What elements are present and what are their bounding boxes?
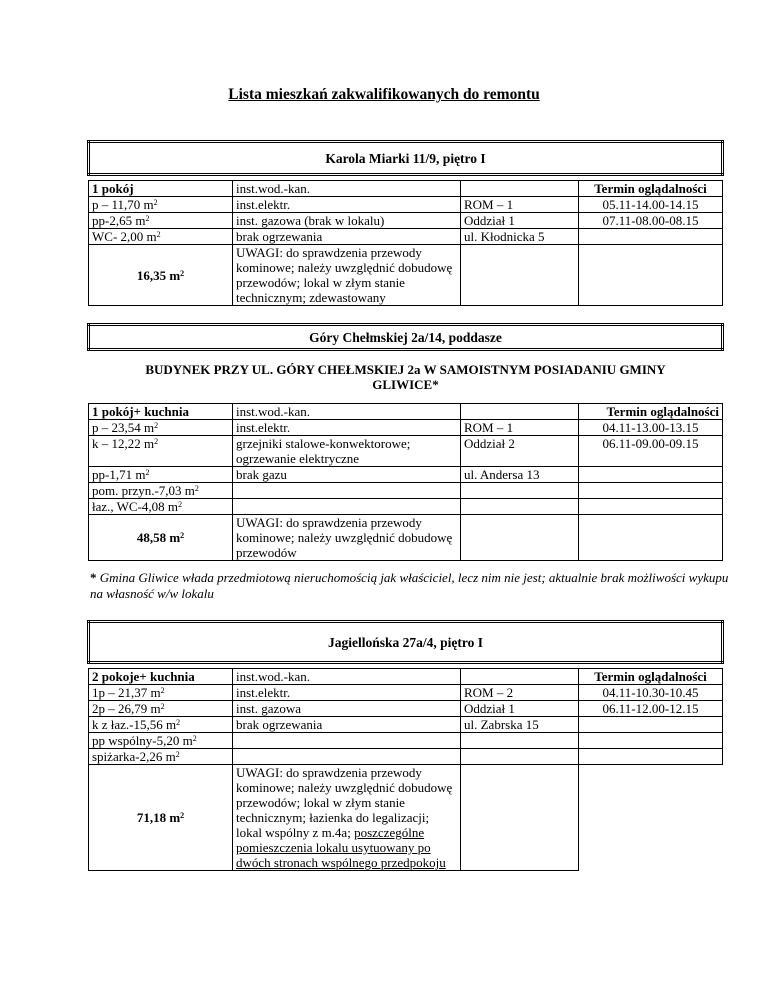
installation-item: inst. gazowa [233,701,461,717]
area-item: pp-2,65 $m^2$ [89,213,233,229]
office-item: ROM – 1 [461,420,579,436]
listing-table-2 [87,323,724,561]
installation-item: brak gazu [233,467,461,483]
viewing-header: Termin oglądalności [579,669,723,685]
total-area: 71,18 $m^2$ [89,765,233,871]
area-item: pom. przyn.-7,03 $m^2$ [89,483,233,499]
installation-item: inst.wod.-kan. [233,181,461,197]
viewing-slot: 06.11-12.00-12.15 [579,701,723,717]
room-type: 1 pokój [89,181,233,197]
area-item: łaz., WC-4,08 $m^2$ [89,499,233,515]
area-item: k z łaz.-15,56 $m^2$ [89,717,233,733]
viewing-slot: 04.11-10.30-10.45 [579,685,723,701]
room-type: 1 pokój+ kuchnia [89,404,233,420]
listing-table-3 [87,620,724,871]
remarks: UWAGI: do sprawdzenia przewody kominowe; należy uwzględnić dobudowę przewodów; lokal w złym stanie technicznym; łazienka do legalizacji; lokal wspólny z m.4a; poszczególne pomieszczenia lokalu usytuowany po dwóch stronach wspólnego przedpokoju [233,765,461,871]
viewing-header: Termin oglądalności [579,181,723,197]
area-item: k – 12,22 $m^2$ [89,436,233,467]
area-item: pp wspólny-5,20 $m^2$ [89,733,233,749]
total-area: 48,58 $m^2$ [89,515,233,561]
installation-item: brak ogrzewania [233,229,461,245]
office-item: ROM – 2 [461,685,579,701]
address-header: Góry Chełmskiej 2a/14, poddasze [89,325,723,350]
listing-table-1 [87,140,724,306]
address-header: Karola Miarki 11/9, piętro I [89,142,723,175]
area-item: 2p – 26,79 $m^2$ [89,701,233,717]
remarks: UWAGI: do sprawdzenia przewody kominowe; należy uwzględnić dobudowę przewodów; lokal w złym stanie technicznym; zdewastowany [233,245,461,306]
office-item: Oddział 1 [461,701,579,717]
area-item: WC- 2,00 $m^2$ [89,229,233,245]
area-item: 1p – 21,37 $m^2$ [89,685,233,701]
footnote: * Gmina Gliwice włada przedmiotową nieruchomością jak właściciel, lecz nim nie jest; aktualnie brak możliwości wykupu na własność w/w lokalu [90,570,729,601]
total-area: 16,35 $m^2$ [89,245,233,306]
installation-item: inst.wod.-kan. [233,669,461,685]
viewing-header: Termin oglądalności [579,404,723,420]
viewing-slot: 05.11-14.00-14.15 [579,197,723,213]
installation-item: grzejniki stalowe-konwektorowe; ogrzewanie elektryczne [233,436,461,467]
document-title: Lista mieszkań zakwalifikowanych do remontu [228,86,540,103]
viewing-slot: 07.11-08.00-08.15 [579,213,723,229]
ownership-notice: BUDYNEK PRZY UL. GÓRY CHEŁMSKIEJ 2a W SAMOISTNYM POSIADANIU GMINY GLIWICE* [89,350,723,404]
installation-item: brak ogrzewania [233,717,461,733]
office-item: ROM – 1 [461,197,579,213]
viewing-slot: 06.11-09.00-09.15 [579,436,723,467]
installation-item: inst. gazowa (brak w lokalu) [233,213,461,229]
area-item: p – 23,54 $m^2$ [89,420,233,436]
remarks: UWAGI: do sprawdzenia przewody kominowe; należy uwzględnić dobudowę przewodów [233,515,461,561]
viewing-slot: 04.11-13.00-13.15 [579,420,723,436]
office-item: Oddział 1 [461,213,579,229]
office-item: ul. Zabrska 15 [461,717,579,733]
area-item: spiżarka-2,26 $m^2$ [89,749,233,765]
office-item: ul. Kłodnicka 5 [461,229,579,245]
address-header: Jagiellońska 27a/4, piętro I [89,622,723,663]
room-type: 2 pokoje+ kuchnia [89,669,233,685]
office-item: Oddział 2 [461,436,579,467]
area-item: p – 11,70 $m^2$ [89,197,233,213]
installation-item: inst.elektr. [233,197,461,213]
installation-item: inst.elektr. [233,685,461,701]
installation-item: inst.elektr. [233,420,461,436]
installation-item: inst.wod.-kan. [233,404,461,420]
area-item: pp-1,71 $m^2$ [89,467,233,483]
office-item: ul. Andersa 13 [461,467,579,483]
